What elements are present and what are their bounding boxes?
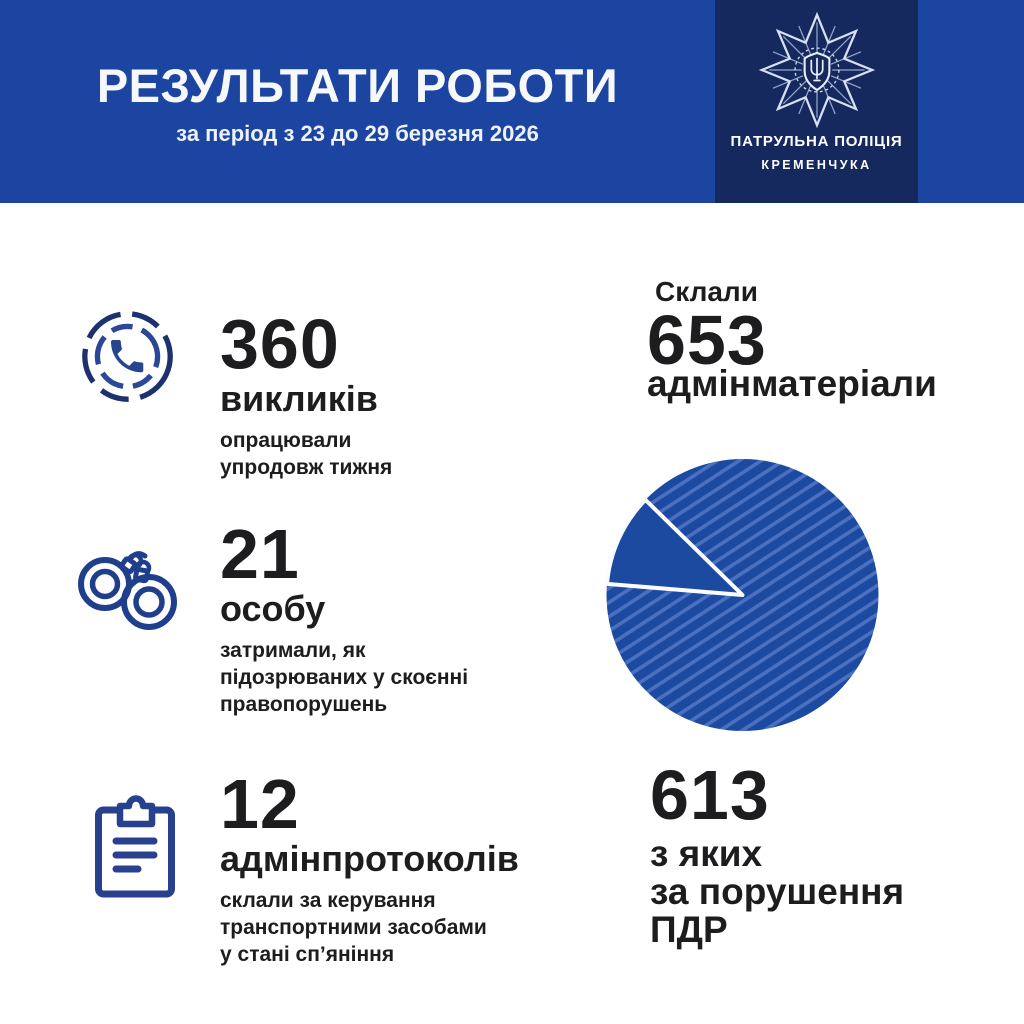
pdr-violations-value: 613	[650, 756, 770, 834]
stat-calls-description: опрацювали упродовж тижня	[220, 428, 393, 479]
stat-detained-description: затримали, як підозрюваних у скоєнні правопорушень	[220, 638, 469, 716]
stat-detained-label: особу	[220, 588, 326, 630]
header-band	[0, 0, 1024, 203]
stat-protocols	[220, 765, 550, 968]
clipboard-icon	[93, 793, 177, 899]
stat-protocols-description: склали за керування транспортними засобами у стані сп’яніння	[220, 888, 487, 966]
admin-materials-label: адмінматеріали	[647, 363, 937, 404]
admin-materials-intro: Склали	[655, 276, 758, 307]
logo-org-name: ПАТРУЛЬНА ПОЛІЦІЯ	[730, 133, 903, 150]
stat-calls-value: 360	[220, 305, 340, 383]
page-subtitle: за період з 23 до 29 березня 2026	[176, 121, 539, 146]
pdr-violations-line1: з яких	[650, 833, 763, 874]
header-text-group	[0, 0, 715, 203]
admin-materials-pie-chart	[598, 450, 888, 743]
handcuffs-icon	[76, 543, 182, 639]
admin-materials-value: 653	[647, 301, 767, 379]
ukraine-police-star-emblem-icon	[758, 8, 876, 132]
stat-calls-label: викликів	[220, 378, 378, 420]
pie-chart-svg	[598, 450, 888, 738]
stat-protocols-label: адмінпротоколів	[220, 838, 519, 880]
stat-calls	[220, 305, 550, 482]
stat-detained-value: 21	[220, 515, 300, 593]
stat-detained	[220, 515, 550, 718]
pdr-violations-line3: ПДР	[650, 909, 728, 950]
logo-org-city: КРЕМЕНЧУКА	[761, 158, 872, 172]
pdr-violations-line2: за порушення	[650, 871, 905, 912]
stat-protocols-value: 12	[220, 765, 300, 843]
phone-icon	[79, 308, 176, 405]
police-logo-box	[715, 0, 918, 203]
page-title: РЕЗУЛЬТАТИ РОБОТИ	[96, 59, 619, 112]
